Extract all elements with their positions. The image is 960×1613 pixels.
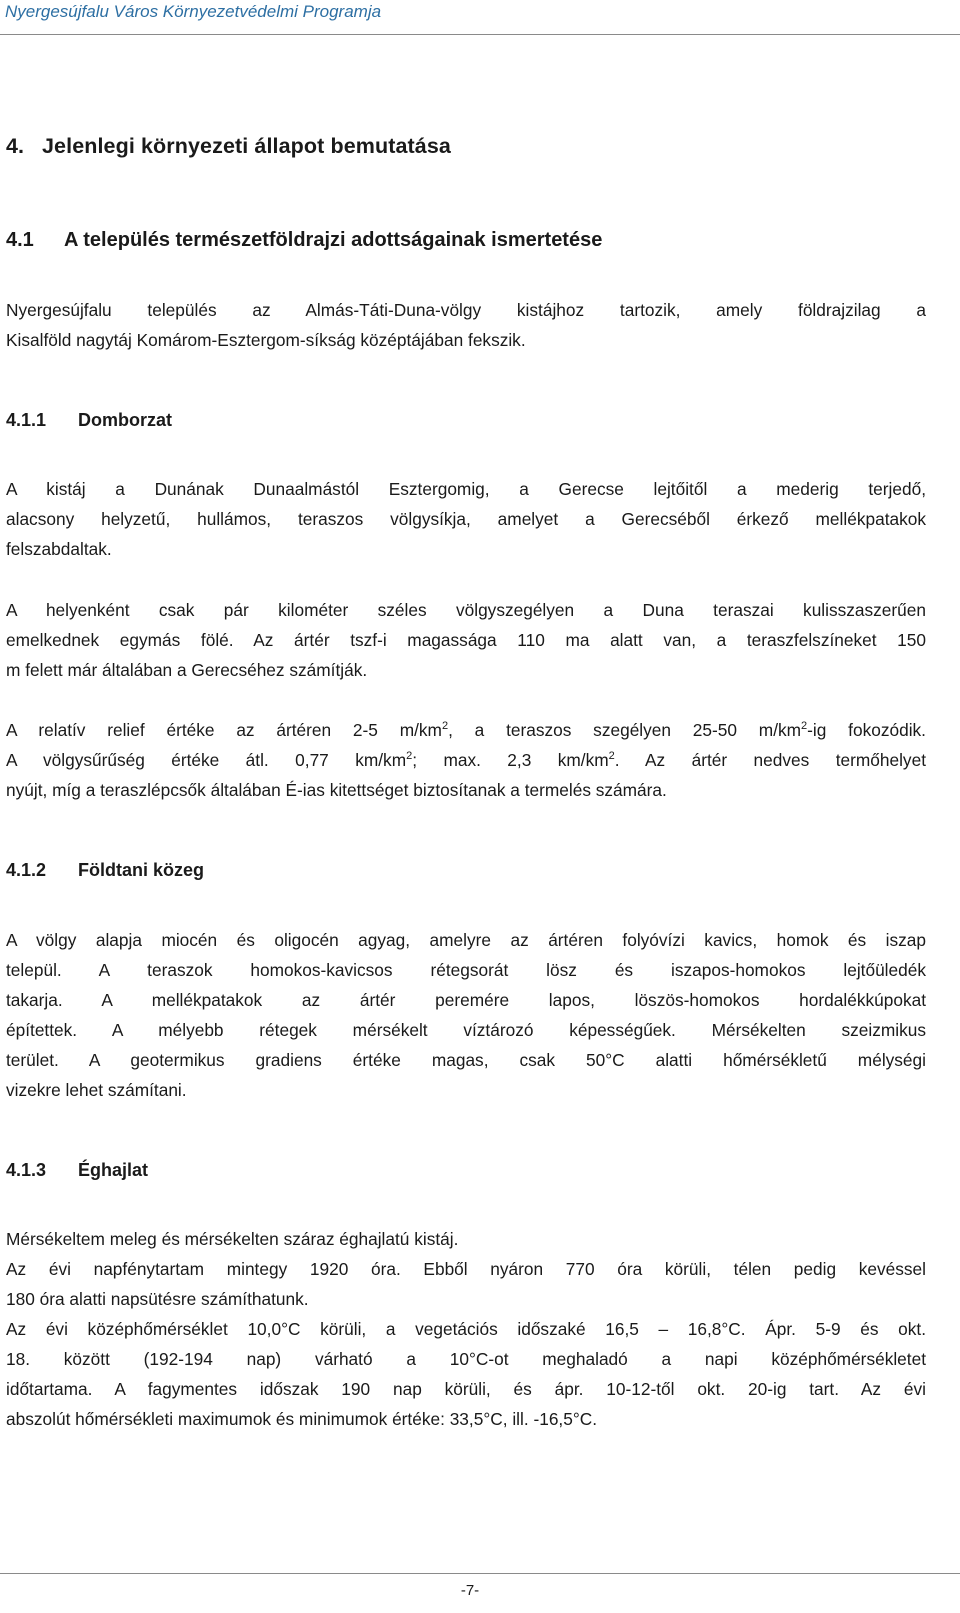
- text-line: időtartama. A fagymentes időszak 190 nap körüli, és ápr. 10-12-től okt. 20-ig tart. Az évi: [6, 1379, 926, 1399]
- text-segment: . Az ártér nedves termőhelyet: [614, 750, 926, 770]
- superscript: 2: [441, 720, 449, 732]
- text-line: települ. A teraszok homokos-kavicsos rétegsorát lösz és iszapos-homokos lejtőüledék: [6, 960, 926, 980]
- text-segment: A völgysűrűség értéke átl. 0,77 km/km: [6, 750, 407, 770]
- text-line: emelkednek egymás fölé. Az ártér tszf-i magassága 110 ma alatt van, a teraszfelszíneket 150: [6, 630, 926, 650]
- section-number: 4.1.1: [6, 410, 47, 430]
- section-number: 4.1.3: [6, 1160, 47, 1180]
- text-line: m felett már általában a Gerecséhez számítják.: [6, 660, 368, 680]
- paragraph-domborzat-3: [6, 715, 926, 805]
- text-line: [6, 715, 926, 745]
- text-line: takarja. A mellékpatakok az ártér peremére lapos, löszös-homokos hordalékkúpokat: [6, 990, 926, 1010]
- text-segment: ; max. 2,3 km/km: [412, 750, 609, 770]
- text-line: A völgy alapja miocén és oligocén agyag, amelyre az ártéren folyóvízi kavics, homok és iszap: [6, 930, 926, 950]
- section-title: Éghajlat: [78, 1160, 149, 1180]
- text-line: vizekre lehet számítani.: [6, 1080, 187, 1100]
- section-heading-4: [6, 134, 926, 159]
- text-line: [6, 745, 926, 775]
- text-line: nyújt, míg a teraszlépcsők általában É-ias kitettséget biztosítanak a termelés számára.: [6, 780, 667, 800]
- text-line: A kistáj a Dunának Dunaalmástól Esztergomig, a Gerecse lejtőitől a mederig terjedő,: [6, 479, 926, 499]
- text-line: terület. A geotermikus gradiens értéke magas, csak 50°C alatti hőmérsékletű mélységi: [6, 1050, 926, 1070]
- header-divider: [0, 34, 960, 35]
- text-line: Az évi középhőmérséklet 10,0°C körüli, a vegetációs időszaké 16,5 – 16,8°C. Ápr. 5-9 és okt.: [6, 1319, 926, 1339]
- text-line: 18. között (192-194 nap) várható a 10°C-ot meghaladó a napi középhőmérsékletet: [6, 1349, 926, 1369]
- paragraph-eghajlat-1: [6, 1224, 926, 1254]
- text-line: alacsony helyzetű, hullámos, teraszos völgysíkja, amelyet a Gerecséből érkező mellékpatakok: [6, 509, 926, 529]
- section-title: Domborzat: [78, 410, 172, 430]
- section-title: Jelenlegi környezeti állapot bemutatása: [42, 134, 451, 158]
- paragraph-domborzat-1: [6, 474, 926, 564]
- superscript: 2: [406, 750, 413, 762]
- superscript: 2: [608, 750, 615, 762]
- section-heading-4-1-2: [6, 860, 926, 881]
- text-line: Az évi napfénytartam mintegy 1920 óra. Ebből nyáron 770 óra körüli, télen pedig kevéssel: [6, 1259, 926, 1279]
- text-line: Kisalföld nagytáj Komárom-Esztergom-síkság középtájában fekszik.: [6, 330, 526, 350]
- section-heading-4-1-3: [6, 1160, 926, 1181]
- paragraph-domborzat-2: [6, 595, 926, 685]
- text-line: Nyergesújfalu település az Almás-Táti-Duna-völgy kistájhoz tartozik, amely földrajzilag a: [6, 300, 926, 320]
- section-title: Földtani közeg: [78, 860, 204, 880]
- text-segment: -ig fokozódik.: [807, 720, 926, 740]
- text-line: 180 óra alatti napsütésre számíthatunk.: [6, 1289, 309, 1309]
- text-line: A helyenként csak pár kilométer széles völgyszegélyen a Duna teraszai kulisszaszerűen: [6, 600, 926, 620]
- paragraph-eghajlat-2: [6, 1254, 926, 1314]
- paragraph-intro: [6, 295, 926, 355]
- running-header: Nyergesújfalu Város Környezetvédelmi Programja: [5, 2, 382, 21]
- text-line: építettek. A mélyebb rétegek mérsékelt víztározó képességűek. Mérsékelten szeizmikus: [6, 1020, 926, 1040]
- section-title: A település természetföldrajzi adottságainak ismertetése: [64, 229, 603, 251]
- section-number: 4.: [6, 134, 25, 158]
- footer-divider: [0, 1573, 960, 1574]
- section-number: 4.1.2: [6, 860, 47, 880]
- section-heading-4-1: [6, 229, 926, 252]
- page-number: -7-: [460, 1582, 480, 1599]
- section-heading-4-1-1: [6, 410, 926, 431]
- paragraph-foldtani: [6, 925, 926, 1105]
- superscript: 2: [801, 720, 808, 732]
- text-line: Mérsékeltem meleg és mérsékelten száraz éghajlatú kistáj.: [6, 1229, 459, 1249]
- section-number: 4.1: [6, 229, 34, 251]
- text-line: abszolút hőmérsékleti maximumok és minimumok értéke: 33,5°C, ill. -16,5°C.: [6, 1409, 598, 1429]
- text-segment: A relatív relief értéke az ártéren 2-5 m/km: [6, 720, 442, 740]
- text-line: felszabdaltak.: [6, 539, 112, 559]
- text-segment: , a teraszos szegélyen 25-50 m/km: [448, 720, 802, 740]
- paragraph-eghajlat-3: [6, 1314, 926, 1434]
